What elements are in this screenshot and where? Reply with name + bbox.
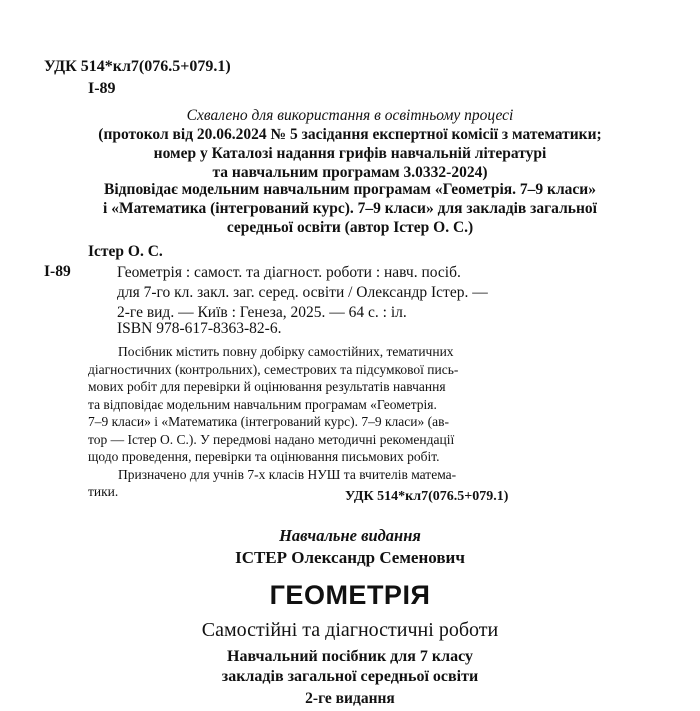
approval-line-2: (протокол від 20.06.2024 № 5 засідання експертної комісії з математики; xyxy=(98,126,602,143)
abstract-line: Посібник містить повну добірку самостійних, тематичних xyxy=(118,344,454,359)
author-heading: Істер О. С. xyxy=(88,243,163,260)
correspondence-line-1: Відповідає модельним навчальним програмам «Геометрія. 7–9 класи» xyxy=(104,181,596,198)
library-index-top: І-89 xyxy=(88,80,116,97)
library-index-mid: І-89 xyxy=(44,263,71,280)
bibliographic-record xyxy=(117,263,488,323)
description-line-1: Навчальний посібник для 7 класу xyxy=(227,648,473,665)
udk-code-bottom: УДК 514*кл7(076.5+079.1) xyxy=(345,489,509,504)
biblio-line-1: Геометрія : самост. та діагност. роботи : навч. посіб. xyxy=(117,264,461,281)
abstract-line: діагностичних (контрольних), семестрових та підсумкової пись- xyxy=(88,361,459,377)
author-full-name: ІСТЕР Олександр Семенович xyxy=(235,548,465,567)
isbn: ISBN 978-617-8363-82-6. xyxy=(117,320,282,337)
abstract-line: Призначено для учнів 7-х класів НУШ та вчителів матема- xyxy=(118,466,457,482)
biblio-line-2: для 7-го кл. закл. заг. серед. освіти / Олександр Істер. — xyxy=(117,284,488,301)
edition-type: Навчальне видання xyxy=(279,526,421,545)
correspondence-line-2: і «Математика (інтегрований курс). 7–9 класи» для закладів загальної xyxy=(103,200,597,217)
approval-block xyxy=(40,106,660,182)
edition-number: 2-ге видання xyxy=(305,690,395,707)
abstract xyxy=(88,343,558,501)
description-line-2: закладів загальної середньої освіти xyxy=(221,668,479,685)
correspondence-block xyxy=(40,180,660,237)
book-subtitle: Самостійні та діагностичні роботи xyxy=(201,619,499,641)
abstract-line: мових робіт для перевірки й оцінювання результатів навчання xyxy=(88,379,446,394)
approval-line-4: та навчальним програмам 3.0332-2024) xyxy=(212,164,488,181)
approval-line-3: номер у Каталозі надання грифів навчальній літературі xyxy=(153,145,547,162)
approval-line-1: Схвалено для використання в освітньому процесі xyxy=(186,107,514,124)
biblio-line-3: 2-ге вид. — Київ : Генеза, 2025. — 64 с. : іл. xyxy=(117,304,407,321)
correspondence-line-3: середньої освіти (автор Істер О. С.) xyxy=(226,219,474,236)
book-title: ГЕОМЕТРІЯ xyxy=(269,580,431,610)
abstract-line: тор — Істер О. С.). У передмові надано методичні рекомендації xyxy=(88,431,455,447)
abstract-line: тики. xyxy=(88,484,119,499)
abstract-line: щодо проведення, перевірки та оцінювання письмових робіт. xyxy=(88,449,440,464)
abstract-line: та відповідає модельним навчальним програмам «Геометрія. xyxy=(88,396,437,412)
udk-code-top: УДК 514*кл7(076.5+079.1) xyxy=(44,58,231,75)
abstract-line: 7–9 класи» і «Математика (інтегрований курс). 7–9 класи» (ав- xyxy=(88,414,449,429)
